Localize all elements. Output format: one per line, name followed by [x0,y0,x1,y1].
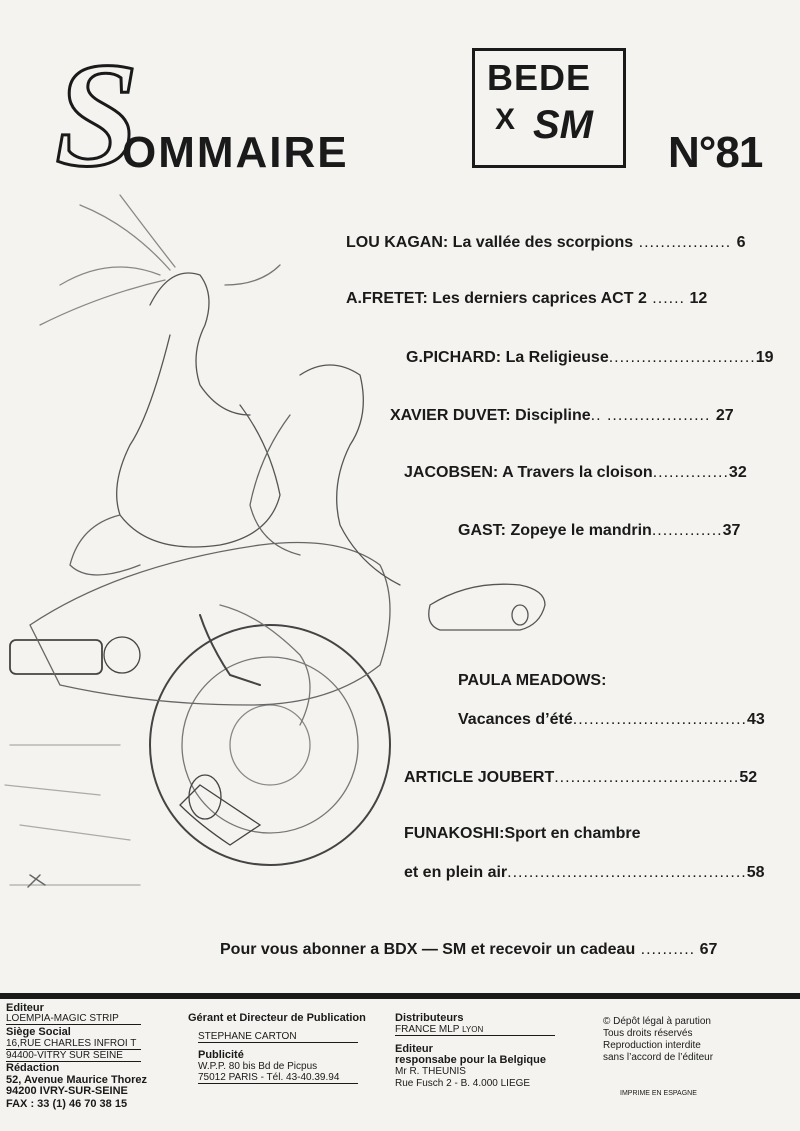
toc-entry-5 [404,464,747,482]
toc-author: GAST: [458,522,506,539]
legal-line-4: sans l’accord de l’éditeur [603,1052,714,1063]
editeur-be-label-2: responsabe pour la Belgique [395,1054,546,1066]
toc-entry-12 [220,941,717,959]
toc-page: 32 [728,464,747,481]
toc-page: 12 [689,290,708,307]
license-plate [10,640,102,674]
toc-entry-11 [404,864,765,882]
editeur-value: LOEMPIA-MAGIC STRIP [6,1013,141,1025]
wheel-outer [150,625,390,865]
redaction-line-2: 94200 IVRY-SUR-SEINE [6,1085,128,1097]
logo-line-3: SM [533,103,593,147]
toc-page: 52 [739,769,758,786]
publicite-line-2: 75012 PARIS - Tél. 43-40.39.94 [198,1072,358,1084]
toc-entry-7 [458,672,606,690]
toc-author: A.FRETET: [346,290,428,307]
toc-dots: ................. [633,234,737,251]
distrib-city: LYON [462,1025,484,1034]
logo-line-2: X [495,103,516,136]
distrib-label: Distributeurs [395,1012,464,1024]
toc-author: LOU KAGAN: [346,234,449,251]
toc-dots: ........................... [608,349,756,366]
page-title: OMMAIRE [122,128,349,177]
toc-page: 37 [722,522,741,539]
toc-title: La vallée des scorpions [452,234,634,251]
toc-title: La Religieuse [505,349,609,366]
siege-line-2: 94400-VITRY SUR SEINE [6,1050,141,1062]
toc-title: A Travers la cloison [502,464,653,481]
toc-page: 67 [699,941,718,958]
toc-page: 58 [746,864,765,881]
publicite-label: Publicité [198,1049,244,1061]
publicite-line-1: W.P.P. 80 bis Bd de Picpus [198,1061,318,1072]
toc-entry-6 [458,522,740,540]
toc-dots: ............. [651,522,723,539]
toc-author: JACOBSEN: [404,464,499,481]
toc-entry-2 [346,290,707,308]
toc-dots: .......... [635,941,696,958]
editeur-be-label: Editeur [395,1043,433,1055]
toc-dots: .................................. [554,769,740,786]
logo-line-1: BEDE [487,57,592,98]
toc-title: Sport en chambre [504,825,641,842]
toc-page: 27 [715,407,734,424]
toc-dots: .............. [652,464,729,481]
toc-title: Les derniers caprices ACT 2 [432,290,647,307]
toc-entry-3 [406,349,774,367]
toc-author: FUNAKOSHI: [404,825,505,842]
editeur-be-line-1: Mr R. THEUNIS [395,1066,466,1077]
redaction-line-1: 52, Avenue Maurice Thorez [6,1074,148,1086]
toc-author: ARTICLE JOUBERT [404,769,555,786]
printed-in: IMPRIME EN ESPAGNE [620,1090,697,1097]
toc-dots: ...... [646,290,685,307]
toc-entry-10 [404,825,640,843]
editeur-be-line-2: Rue Fusch 2 - B. 4.000 LIEGE [395,1078,531,1089]
toc-page: 6 [736,234,746,251]
siege-line-1: 16,RUE CHARLES INFROI T [6,1038,141,1050]
toc-title: Zopeye le mandrin [510,522,652,539]
editeur-label: Editeur [6,1002,44,1014]
toc-title: et en plein air [404,864,508,881]
title-initial: S [55,32,139,198]
toc-dots: ............................................ [507,864,747,881]
toc-dots: .. ................... [590,407,716,424]
toc-author: XAVIER DUVET: [390,407,511,424]
toc-entry-4 [390,407,734,425]
toc-entry-9 [404,769,757,787]
distrib-value [395,1024,555,1036]
toc-author: G.PICHARD: [406,349,502,366]
wheel-inner [182,657,358,833]
toc-page: 19 [755,349,774,366]
toc-title: Discipline [515,407,591,424]
legal-line-2: Tous droits réservés [603,1028,693,1039]
footer-rule [0,993,800,999]
toc-title: Vacances d’été [458,711,573,728]
toc-entry-8 [458,711,765,729]
legal-line-1: © Dépôt légal à parution [603,1016,711,1027]
toc-page: 43 [747,711,765,728]
toc-author: PAULA MEADOWS: [458,672,607,689]
distrib-name: FRANCE MLP [395,1024,460,1035]
toc-dots: ................................ [572,711,747,728]
gerant-label: Gérant et Directeur de Publication [188,1012,366,1024]
redaction-label: Rédaction [6,1062,60,1074]
magazine-logo [472,48,626,168]
subscribe-text: Pour vous abonner a BDX — SM et recevoir un cadeau [220,941,636,958]
siege-label: Siège Social [6,1026,71,1038]
issue-number: N°81 [668,128,763,177]
gerant-value: STEPHANE CARTON [198,1031,358,1043]
toc-entry-1 [346,234,746,252]
legal-line-3: Reproduction interdite [603,1040,701,1051]
car-sketch [429,584,545,630]
fax-number: FAX : 33 (1) 46 70 38 15 [6,1098,128,1110]
